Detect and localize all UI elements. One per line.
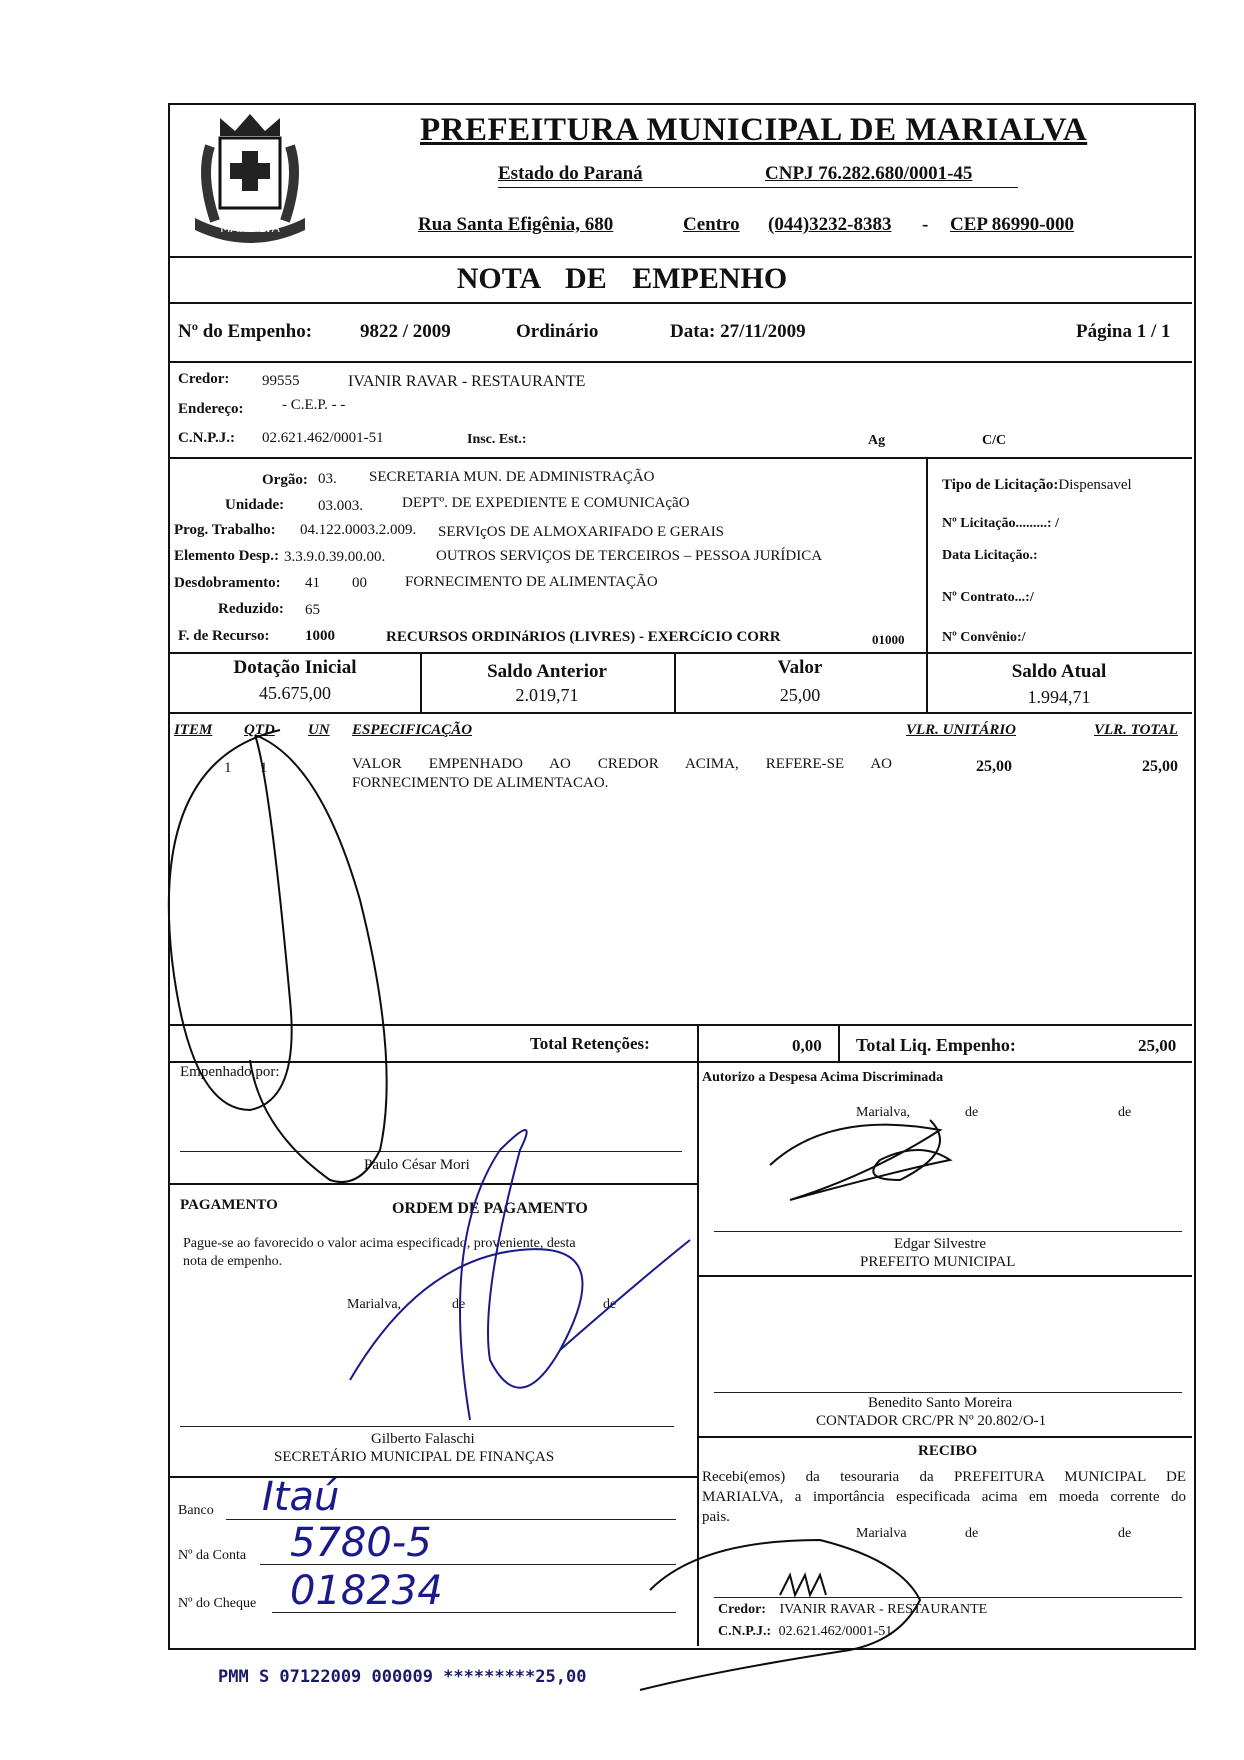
liquido-value: 25,00 bbox=[1138, 1036, 1177, 1055]
elem-code: 3.3.9.0.39.00.00. bbox=[284, 549, 386, 565]
saldo-atual-label: Saldo Atual bbox=[1011, 661, 1107, 682]
header-phone: (044)3232-8383 bbox=[768, 214, 892, 235]
autorizo-place: Marialva, bbox=[856, 1105, 911, 1120]
address-label: Endereço: bbox=[178, 401, 244, 417]
convenio-number: Nº Convênio:/ bbox=[942, 630, 1026, 645]
recibo-cnpj-label: C.N.P.J.: bbox=[718, 1624, 772, 1639]
valor-label: Valor bbox=[777, 657, 823, 678]
secretario-signature-loop bbox=[350, 1130, 583, 1420]
col-unit: VLR. UNITÁRIO bbox=[906, 722, 1017, 738]
col-total: VLR. TOTAL bbox=[1094, 722, 1178, 738]
fonte-sub: 01000 bbox=[872, 632, 905, 647]
credor-name: IVANIR RAVAR - RESTAURANTE bbox=[348, 373, 586, 390]
reduzido-code: 65 bbox=[305, 602, 320, 618]
recibo-text-2: MARIALVA, a importância especificada acima em moeda corrente do bbox=[702, 1489, 1186, 1505]
autorizo-label: Autorizo a Despesa Acima Discriminada bbox=[702, 1070, 944, 1085]
unidade-value: DEPTº. DE EXPEDIENTE E COMUNICAçãO bbox=[402, 495, 690, 511]
cnpj-value: 02.621.462/0001-51 bbox=[262, 430, 384, 446]
saldo-anterior-label: Saldo Anterior bbox=[487, 661, 607, 682]
col-qtd: QTD bbox=[244, 722, 275, 738]
recibo-de-2: de bbox=[1118, 1526, 1132, 1541]
empenho-label: Nº do Empenho: bbox=[178, 321, 313, 342]
empenho-date: Data: 27/11/2009 bbox=[670, 321, 806, 342]
conta-label: Nº da Conta bbox=[178, 1548, 247, 1563]
orgao-value: SECRETARIA MUN. DE ADMINISTRAÇÃO bbox=[369, 469, 655, 485]
recibo-credor-label: Credor: bbox=[718, 1602, 766, 1617]
desd-value: FORNECIMENTO DE ALIMENTAÇÃO bbox=[405, 574, 658, 590]
header-district: Centro bbox=[683, 214, 740, 235]
insc-label: Insc. Est.: bbox=[467, 432, 527, 447]
item-number: 1 bbox=[224, 760, 232, 776]
recibo-de-1: de bbox=[965, 1526, 979, 1541]
contador-role: CONTADOR CRC/PR Nº 20.802/O-1 bbox=[816, 1413, 1047, 1429]
orgao-code: 03. bbox=[318, 471, 337, 487]
licitacao-date: Data Licitação.: bbox=[942, 548, 1038, 563]
cnpj-label: C.N.P.J.: bbox=[178, 430, 235, 446]
cheque-label: Nº do Cheque bbox=[178, 1596, 257, 1611]
empenhado-signer: Paulo César Mori bbox=[364, 1157, 470, 1173]
recibo-text-3: pais. bbox=[702, 1509, 730, 1525]
prog-label: Prog. Trabalho: bbox=[174, 522, 276, 538]
pagamento-signer: Gilberto Falaschi bbox=[371, 1431, 475, 1447]
empenho-page: Página 1 / 1 bbox=[1076, 321, 1171, 342]
recibo-signature bbox=[640, 1540, 920, 1690]
document-title: NOTA DE EMPENHO bbox=[456, 262, 788, 295]
col-item: ITEM bbox=[174, 722, 213, 738]
recibo-signature-scribble bbox=[780, 1575, 826, 1595]
liquido-label: Total Liq. Empenho: bbox=[856, 1035, 1016, 1055]
valor-value: 25,00 bbox=[779, 685, 821, 705]
ag-label: Ag bbox=[868, 433, 886, 448]
fonte-label: F. de Recurso: bbox=[178, 628, 270, 644]
mori-signature-tail bbox=[250, 735, 387, 1182]
desd-code: 41 bbox=[305, 575, 320, 591]
unidade-label: Unidade: bbox=[225, 497, 285, 513]
conta-handwritten: 5780-5 bbox=[290, 1520, 432, 1566]
desd-sub: 00 bbox=[352, 575, 367, 591]
retencoes-label: Total Retenções: bbox=[530, 1034, 650, 1053]
licitacao-type-value: Dispensavel bbox=[1058, 477, 1132, 493]
banco-handwritten: Itaú bbox=[262, 1474, 340, 1520]
dotacao-label: Dotação Inicial bbox=[233, 657, 357, 678]
pagamento-text-2: nota de empenho. bbox=[183, 1254, 283, 1269]
pagamento-label: PAGAMENTO bbox=[180, 1197, 278, 1213]
item-spec-line1: VALOR EMPENHADO AO CREDOR ACIMA, REFERE-SE AO bbox=[352, 756, 892, 772]
autorizo-de-2: de bbox=[1118, 1105, 1132, 1120]
item-total-value: 25,00 bbox=[1142, 758, 1178, 775]
autorizo-role: PREFEITO MUNICIPAL bbox=[860, 1254, 1016, 1270]
reduzido-label: Reduzido: bbox=[218, 601, 284, 617]
recibo-credor-value: IVANIR RAVAR - RESTAURANTE bbox=[779, 1602, 988, 1617]
saldo-atual-value: 1.994,71 bbox=[1027, 687, 1091, 707]
header-state: Estado do Paraná bbox=[498, 163, 643, 184]
recibo-place: Marialva bbox=[856, 1526, 907, 1541]
desd-label: Desdobramento: bbox=[174, 575, 281, 591]
elem-value: OUTROS SERVIÇOS DE TERCEIROS – PESSOA JURÍDICA bbox=[436, 548, 823, 564]
contador-signer: Benedito Santo Moreira bbox=[868, 1395, 1013, 1411]
fonte-value: RECURSOS ORDINáRIOS (LIVRES) - EXERCíCIO CORR bbox=[386, 629, 781, 645]
pagamento-text-1: Pague-se ao favorecido o valor acima especificado, proveniente, desta bbox=[183, 1236, 576, 1251]
licitacao-type-label: Tipo de Licitação: bbox=[942, 477, 1059, 493]
ordem-pagamento-label: ORDEM DE PAGAMENTO bbox=[392, 1200, 588, 1217]
recibo-text-1: Recebi(emos) da tesouraria da PREFEITURA MUNICIPAL DE bbox=[702, 1469, 1186, 1485]
header-title: PREFEITURA MUNICIPAL DE MARIALVA bbox=[420, 112, 1088, 148]
cheque-handwritten: 018234 bbox=[290, 1568, 443, 1614]
item-qtd: 1 bbox=[260, 760, 268, 776]
machine-stamp: PMM S 07122009 000009 *********25,00 bbox=[218, 1667, 587, 1687]
col-un: UN bbox=[308, 722, 330, 738]
prog-code: 04.122.0003.2.009. bbox=[300, 522, 417, 538]
saldo-anterior-value: 2.019,71 bbox=[515, 685, 579, 705]
cc-label: C/C bbox=[982, 433, 1007, 448]
orgao-label: Orgão: bbox=[262, 472, 308, 488]
empenho-type: Ordinário bbox=[516, 321, 599, 342]
dotacao-value: 45.675,00 bbox=[259, 683, 331, 703]
banco-label: Banco bbox=[178, 1503, 214, 1518]
elem-label: Elemento Desp.: bbox=[174, 548, 279, 564]
col-spec: ESPECIFICAÇÃO bbox=[352, 722, 473, 738]
autorizo-signer: Edgar Silvestre bbox=[894, 1236, 987, 1252]
retencoes-value: 0,00 bbox=[792, 1036, 822, 1055]
prefeito-signature bbox=[770, 1120, 950, 1200]
pagamento-de-2: de bbox=[603, 1297, 617, 1312]
recibo-label: RECIBO bbox=[918, 1443, 978, 1459]
licitacao-number: Nº Licitação.........: / bbox=[942, 516, 1059, 531]
credor-code: 99555 bbox=[262, 373, 300, 389]
contrato-number: Nº Contrato...:/ bbox=[942, 590, 1034, 605]
pagamento-place: Marialva, bbox=[347, 1297, 402, 1312]
empenho-number: 9822 / 2009 bbox=[360, 321, 451, 342]
header-dash: - bbox=[922, 214, 929, 235]
pagamento-role: SECRETÁRIO MUNICIPAL DE FINANÇAS bbox=[274, 1449, 555, 1465]
seal-text: MARIALVA bbox=[220, 221, 280, 235]
item-spec-line2: FORNECIMENTO DE ALIMENTACAO. bbox=[352, 775, 609, 791]
recibo-cnpj-value: 02.621.462/0001-51 bbox=[778, 1624, 893, 1639]
header-address: Rua Santa Efigênia, 680 bbox=[418, 214, 614, 235]
address-value: - C.E.P. - - bbox=[282, 397, 346, 413]
prog-value: SERVIçOS DE ALMOXARIFADO E GERAIS bbox=[438, 524, 725, 540]
credor-label: Credor: bbox=[178, 371, 230, 387]
secretario-signature-stroke bbox=[560, 1240, 690, 1350]
item-unit-value: 25,00 bbox=[976, 758, 1012, 775]
header-cnpj: CNPJ 76.282.680/0001-45 bbox=[765, 163, 973, 184]
mori-signature-loop bbox=[169, 730, 292, 1110]
autorizo-de-1: de bbox=[965, 1105, 979, 1120]
empenhado-label: Empenhado por: bbox=[180, 1064, 280, 1080]
header-cep: CEP 86990-000 bbox=[950, 214, 1075, 235]
unidade-code: 03.003. bbox=[318, 498, 363, 514]
fonte-code: 1000 bbox=[305, 628, 335, 644]
pagamento-de-1: de bbox=[452, 1297, 466, 1312]
